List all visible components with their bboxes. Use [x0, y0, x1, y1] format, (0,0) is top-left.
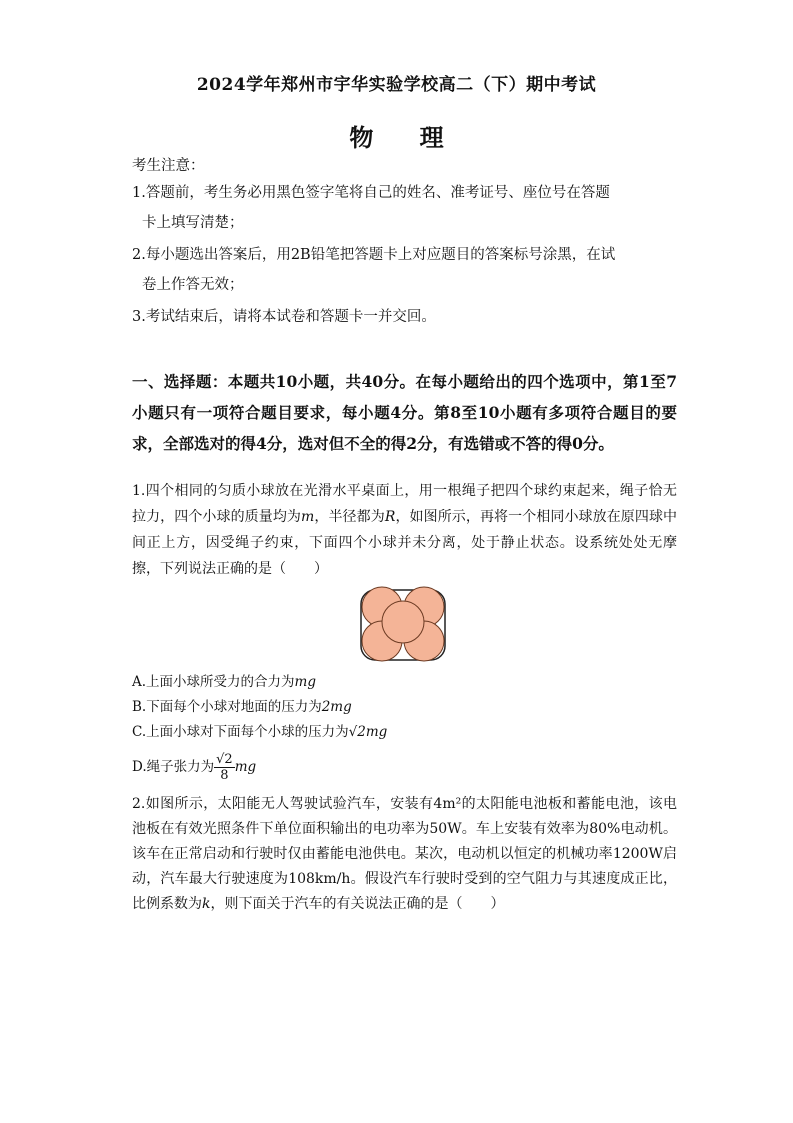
section-1-instructions: 一、选择题：本题共10小题，共40分。在每小题给出的四个选项中，第1至7小题只有一项符合题目要求，每小题4分。第8至10小题有多项符合题目的要求，全部选对的得4分，选对但不全的得2分，有选错或不答的得0分。 — [132, 372, 677, 453]
notice-item-2-line-2: 卷上作答无效； — [142, 277, 244, 293]
q1-option-b-value: 2mg — [321, 699, 352, 715]
q1-option-d-denominator: 8 — [220, 768, 229, 783]
q1-option-b-text: B.下面每个小球对地面的压力为 — [132, 699, 322, 715]
q1-option-d[interactable] — [132, 752, 256, 783]
q1-option-a-text: A.上面小球所受力的合力为 — [132, 674, 295, 690]
q1-option-d-fraction — [214, 752, 235, 783]
q1-option-d-numerator: √2 — [216, 752, 233, 767]
notice-heading: 考生注意： — [132, 158, 205, 174]
notice-item-3: 3.考试结束后，请将本试卷和答题卡一并交回。 — [132, 309, 436, 325]
q1-var-m: m — [301, 509, 315, 525]
q1-option-c[interactable] — [132, 722, 387, 742]
q1-stem-part-c: ，如图所示，再将一个相同小球放在原四球中间正上方，因受绳子约束，下面四个小球并未分离，处于静止状态。设系统处处无摩擦，下列说法正确的是（ ） — [132, 509, 678, 577]
question-1-stem — [132, 478, 677, 582]
q1-option-d-unit: mg — [234, 759, 257, 775]
subject-heading: 物 理 — [349, 123, 444, 152]
q1-option-b[interactable] — [132, 697, 352, 717]
notice-item-1-line-1: 1.答题前，考生务必用黑色签字笔将自己的姓名、准考证号、座位号在答题 — [132, 185, 610, 201]
notice-item-2 — [132, 240, 677, 300]
notice-item-2-line-1: 2.每小题选出答案后，用2B铅笔把答题卡上对应题目的答案标号涂黑，在试 — [132, 247, 616, 263]
exam-title: 2024学年郑州市宇华实验学校高二（下）期中考试 — [196, 75, 597, 95]
q1-stem-part-b: ，半径都为 — [314, 509, 385, 525]
q1-stem-part-a: 1.四个相同的匀质小球放在光滑水平桌面上，用一根绳子把四个球约束起来，绳子恰无拉力，四个小球的质量均为 — [132, 483, 677, 525]
q1-option-c-text: C.上面小球对下面每个小球的压力为 — [132, 724, 349, 740]
ball-center-top — [382, 601, 424, 643]
q1-var-R: R — [384, 509, 396, 525]
q1-option-d-text: D.绳子张力为 — [132, 759, 215, 775]
question-2-stem — [132, 792, 677, 917]
q1-option-a[interactable] — [132, 672, 316, 692]
q1-option-c-value: √2mg — [348, 724, 388, 740]
q2-stem-part-b: ，则下面关于汽车的有关说法正确的是（ ） — [210, 896, 505, 912]
notice-item-1-line-2: 卡上填写清楚； — [142, 215, 244, 231]
q2-stem-part-a: 2.如图所示，太阳能无人驾驶试验汽车，安装有4m²的太阳能电池板和蓄能电池，该电池板在有效光照条件下单位面积输出的电功率为50W。车上安装有效率为80%电动机。该车在正常启动和行驶时仅由蓄能电池供电。某次，电动机以恒定的机械功率1200W启动，汽车最大行驶速度为108km/h。假设汽车行驶时受到的空气阻力与其速度成正比，比例系数为 — [132, 796, 677, 912]
q1-option-a-value: mg — [294, 674, 316, 690]
five-balls-figure — [359, 586, 447, 662]
notice-item-1 — [132, 178, 677, 238]
q2-var-k: k — [202, 896, 211, 912]
